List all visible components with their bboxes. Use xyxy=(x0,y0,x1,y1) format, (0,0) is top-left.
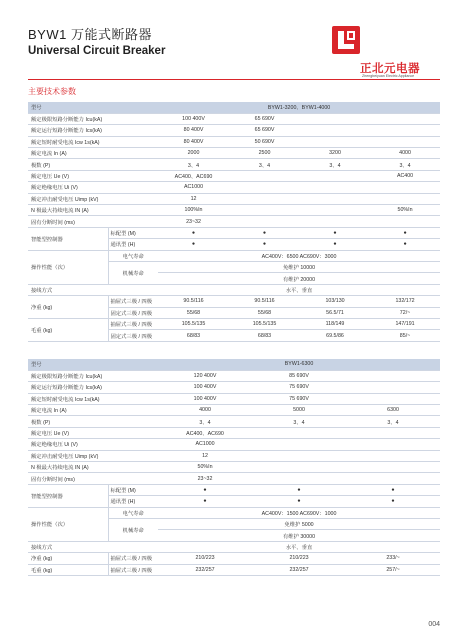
table-row xyxy=(28,318,440,329)
fixed-label: 固定式三极 / 四极 xyxy=(108,307,158,318)
dot-icon: ● xyxy=(346,484,440,495)
title-cn: BYW1 万能式断路器 xyxy=(28,27,152,42)
table-row xyxy=(28,193,440,204)
table-row xyxy=(28,250,440,261)
brand-name-cn: 正北元电器 xyxy=(360,63,420,75)
model-label: 型号 xyxy=(28,359,158,370)
weight-value: 90.5/116 xyxy=(158,296,229,307)
weight-value: 132/172 xyxy=(370,296,440,307)
table-row xyxy=(28,159,440,170)
icw-value-690: 50 690V xyxy=(229,136,300,147)
in-value: 4000 xyxy=(158,405,252,416)
ics-value-690: 75 690V xyxy=(252,382,346,393)
poles-value: 3、4 xyxy=(346,416,440,427)
n-label: N 极最大持续电流 IN (A) xyxy=(28,205,158,216)
table-row xyxy=(28,170,440,181)
ue-value: AC400、AC690 xyxy=(158,170,229,181)
table-row xyxy=(28,427,440,438)
in-label: 额定电流 In (A) xyxy=(28,405,158,416)
wiring-label: 接线方式 xyxy=(28,284,158,295)
electrical-life-value: AC400V：6500 AC690V：3000 xyxy=(158,250,440,261)
controller-label: 智能型控制器 xyxy=(28,484,108,507)
weight-value: 103/130 xyxy=(300,296,370,307)
icu-label: 额定极限短路分断能力 Icu(kA) xyxy=(28,113,158,124)
dot-icon: ● xyxy=(346,496,440,507)
mechanical-life-free: 免维护 10000 xyxy=(158,261,440,272)
ue-value: AC400、AC690 xyxy=(158,427,252,438)
controller-label: 智能型控制器 xyxy=(28,227,108,250)
in-value: 2500 xyxy=(229,148,300,159)
in-label: 额定电流 In (A) xyxy=(28,148,158,159)
weight-value: 105.5/135 xyxy=(229,318,300,329)
dot-icon: ● xyxy=(158,484,252,495)
table-row xyxy=(28,541,440,552)
icw-value-400: 100 400V xyxy=(158,393,252,404)
n-label: N 极最大持续电流 IN (A) xyxy=(28,462,158,473)
table-row xyxy=(28,182,440,193)
uimp-label: 额定冲击耐受电压 Uimp (kV) xyxy=(28,450,158,461)
table-row xyxy=(28,382,440,393)
ics-label: 额定运行短路分断能力 Ics(kA) xyxy=(28,382,158,393)
weight-value: 56.5/71 xyxy=(300,307,370,318)
poles-value: 3、4 xyxy=(158,416,252,427)
model-value: BYW1-3200、BYW1-4000 xyxy=(158,102,440,113)
gross-weight-label: 毛重 (kg) xyxy=(28,564,108,575)
mechanical-life-maintained: 有维护 20000 xyxy=(158,273,440,284)
dot-icon: ● xyxy=(370,227,440,238)
mechanical-life-label: 机械寿命 xyxy=(108,261,158,284)
spec-table-3200-4000 xyxy=(28,102,440,342)
page-number: 004 xyxy=(428,621,440,628)
table-row xyxy=(28,553,440,564)
weight-value: 147/191 xyxy=(370,318,440,329)
controller-standard-label: 标配型 (M) xyxy=(108,227,158,238)
table-row xyxy=(28,216,440,227)
weight-value: 233/~ xyxy=(346,553,440,564)
table-row xyxy=(28,416,440,427)
table-row xyxy=(28,450,440,461)
dot-icon: ● xyxy=(300,227,370,238)
poles-value: 3、4 xyxy=(158,159,229,170)
table-row xyxy=(28,296,440,307)
table-row xyxy=(28,205,440,216)
weight-value: 210/223 xyxy=(252,553,346,564)
table-row xyxy=(28,148,440,159)
table-row xyxy=(28,564,440,575)
poles-value: 3、4 xyxy=(300,159,370,170)
dot-icon: ● xyxy=(300,239,370,250)
electrical-life-label: 电气寿命 xyxy=(108,250,158,261)
table-row xyxy=(28,284,440,295)
n-value: 50%In xyxy=(158,462,252,473)
logo-mark-icon xyxy=(332,26,360,54)
dot-icon: ● xyxy=(158,227,229,238)
icw-value-400: 80 400V xyxy=(158,136,229,147)
mechanical-life-free: 免维护 5000 xyxy=(158,518,440,529)
icu-value-690: 65 690V xyxy=(229,113,300,124)
page-header xyxy=(28,24,440,76)
n-value-4000: 50%In xyxy=(370,205,440,216)
dot-icon: ● xyxy=(158,496,252,507)
ics-value-400: 100 400V xyxy=(158,382,252,393)
table-row xyxy=(28,136,440,147)
in-value: 2000 xyxy=(158,148,229,159)
title-en: Universal Circuit Breaker xyxy=(28,45,166,57)
net-weight-label: 净重 (kg) xyxy=(28,553,108,564)
weight-value: 72/~ xyxy=(370,307,440,318)
in-value: 3200 xyxy=(300,148,370,159)
dot-icon: ● xyxy=(370,239,440,250)
table-row xyxy=(28,393,440,404)
in-value: 4000 xyxy=(370,148,440,159)
ue-value-4000: AC400 xyxy=(370,170,440,181)
weight-value: 232/257 xyxy=(158,564,252,575)
icw-value-690: 75 690V xyxy=(252,393,346,404)
table-row xyxy=(28,484,440,495)
ics-value-690: 65 690V xyxy=(229,125,300,136)
dot-icon: ● xyxy=(252,484,346,495)
operation-label: 操作性能（次） xyxy=(28,507,108,541)
model-value: BYW1-6300 xyxy=(158,359,440,370)
electrical-life-value: AC400V：1500 AC690V：1000 xyxy=(158,507,440,518)
icw-label: 额定短时耐受电流 Icw 1s(kA) xyxy=(28,136,158,147)
gross-weight-label: 毛重 (kg) xyxy=(28,318,108,341)
weight-value: 55/68 xyxy=(229,307,300,318)
icu-value-690: 85 690V xyxy=(252,370,346,381)
dot-icon: ● xyxy=(252,496,346,507)
table-row xyxy=(28,507,440,518)
dot-icon: ● xyxy=(158,239,229,250)
in-value: 6300 xyxy=(346,405,440,416)
section-title: 主要技术参数 xyxy=(28,87,76,96)
mechanical-life-label: 机械寿命 xyxy=(108,518,158,541)
uimp-value: 12 xyxy=(158,450,252,461)
controller-comm-label: 通讯型 (H) xyxy=(108,496,158,507)
dot-icon: ● xyxy=(229,227,300,238)
uimp-label: 额定冲击耐受电压 Uimp (kV) xyxy=(28,193,158,204)
table-row xyxy=(28,462,440,473)
ui-label: 额定绝缘电压 Ui (V) xyxy=(28,182,158,193)
drawout-label: 抽屉式三极 / 四极 xyxy=(108,564,158,575)
mechanical-life-maintained: 有维护 30000 xyxy=(158,530,440,541)
ics-value-400: 80 400V xyxy=(158,125,229,136)
weight-value: 55/68 xyxy=(158,307,229,318)
ics-label: 额定运行短路分断能力 Ics(kA) xyxy=(28,125,158,136)
break-time-value: 23~32 xyxy=(158,216,229,227)
header-divider xyxy=(28,79,440,80)
break-time-label: 固有分断时间 (ms) xyxy=(28,473,158,484)
ui-value: AC1000 xyxy=(158,182,229,193)
ue-label: 额定电压 Ue (V) xyxy=(28,170,158,181)
icu-value-400: 120 400V xyxy=(158,370,252,381)
table-row xyxy=(28,227,440,238)
weight-value: 210/223 xyxy=(158,553,252,564)
wiring-label: 接线方式 xyxy=(28,541,158,552)
weight-value: 85/~ xyxy=(370,330,440,341)
poles-label: 极数 (P) xyxy=(28,416,158,427)
weight-value: 118/149 xyxy=(300,318,370,329)
poles-value: 3、4 xyxy=(229,159,300,170)
drawout-label: 抽屉式三极 / 四极 xyxy=(108,553,158,564)
icu-label: 额定极限短路分断能力 Icu(kA) xyxy=(28,370,158,381)
weight-value: 68/83 xyxy=(158,330,229,341)
drawout-label: 抽屉式三极 / 四极 xyxy=(108,296,158,307)
icu-value-400: 100 400V xyxy=(158,113,229,124)
table-row xyxy=(28,473,440,484)
table-row xyxy=(28,439,440,450)
weight-value: 90.5/116 xyxy=(229,296,300,307)
weight-value: 105.5/135 xyxy=(158,318,229,329)
spec-table-6300 xyxy=(28,359,440,576)
wiring-value: 水平、垂直 xyxy=(158,541,440,552)
operation-label: 操作性能（次） xyxy=(28,250,108,284)
table-row xyxy=(28,405,440,416)
poles-value: 3、4 xyxy=(252,416,346,427)
break-time-value: 23~32 xyxy=(158,473,252,484)
poles-value: 3、4 xyxy=(370,159,440,170)
n-value: 100%In xyxy=(158,205,229,216)
break-time-label: 固有分断时间 (ms) xyxy=(28,216,158,227)
table-header-row xyxy=(28,102,440,113)
table-row xyxy=(28,370,440,381)
table-row xyxy=(28,125,440,136)
fixed-label: 固定式三极 / 四极 xyxy=(108,330,158,341)
weight-value: 68/83 xyxy=(229,330,300,341)
brand-name-en: Zhengbeiyuan Electric Appliance xyxy=(362,74,415,78)
brand-logo xyxy=(328,24,440,76)
in-value: 5000 xyxy=(252,405,346,416)
net-weight-label: 净重 (kg) xyxy=(28,296,108,319)
drawout-label: 抽屉式三极 / 四极 xyxy=(108,318,158,329)
electrical-life-label: 电气寿命 xyxy=(108,507,158,518)
icw-label: 额定短时耐受电流 Icw 1s(kA) xyxy=(28,393,158,404)
controller-comm-label: 通讯型 (H) xyxy=(108,239,158,250)
model-label: 型号 xyxy=(28,102,158,113)
controller-standard-label: 标配型 (M) xyxy=(108,484,158,495)
wiring-value: 水平、垂直 xyxy=(158,284,440,295)
ui-value: AC1000 xyxy=(158,439,252,450)
table-header-row xyxy=(28,359,440,370)
weight-value: 257/~ xyxy=(346,564,440,575)
uimp-value: 12 xyxy=(158,193,229,204)
dot-icon: ● xyxy=(229,239,300,250)
poles-label: 极数 (P) xyxy=(28,159,158,170)
ue-label: 额定电压 Ue (V) xyxy=(28,427,158,438)
ui-label: 额定绝缘电压 Ui (V) xyxy=(28,439,158,450)
weight-value: 232/257 xyxy=(252,564,346,575)
weight-value: 69.5/86 xyxy=(300,330,370,341)
table-row xyxy=(28,113,440,124)
